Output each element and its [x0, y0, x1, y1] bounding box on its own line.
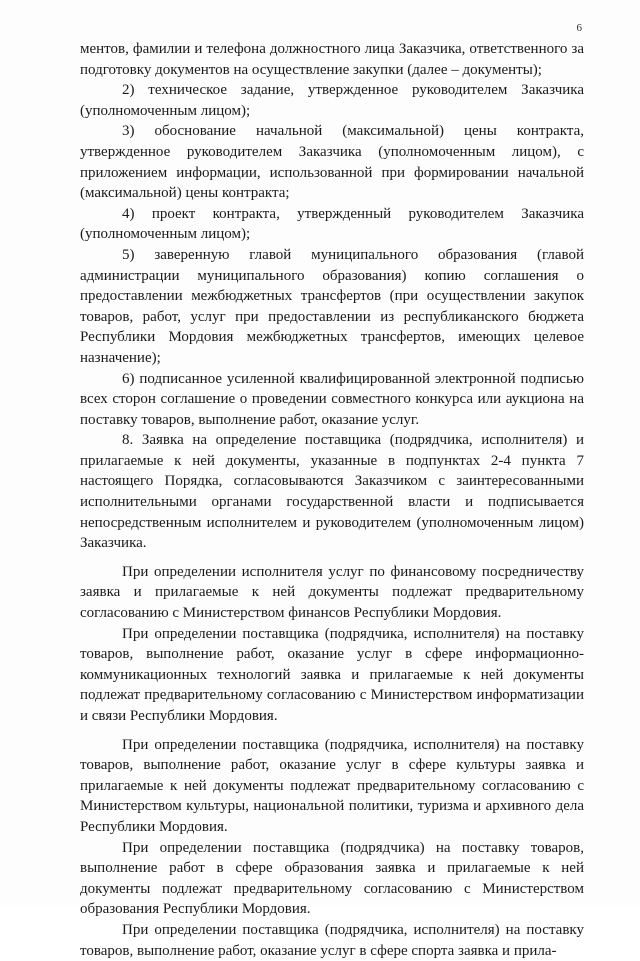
list-item-2: 2) техническое задание, утвержденное руководителем Заказчика (уполномоченным лицом); [80, 82, 584, 119]
document-body [80, 39, 584, 961]
paragraph-ict: При определении поставщика (подрядчика, исполнителя) на поставку товаров, выполнение работ, оказание услуг в сфере информационно-коммуникационных технологий заявка и прилагаемые к ней документы подлежат предварительному согласованию с Министерством информатизации и связи Республики Мордовия. [80, 625, 584, 724]
clause-8: 8. Заявка на определение поставщика (подрядчика, исполнителя) и прилагаемые к ней документы, указанные в подпунктах 2-4 пункта 7 настоящего Порядка, согласовываются Заказчиком с заинтересованными исполнительными органами государственной власти и подписывается непосредственным исполнителем и руководителем (уполномоченным лицом) Заказчика. [80, 432, 584, 552]
list-item-3: 3) обоснование начальной (максимальной) цены контракта, утвержденное руководителем Заказчика (уполномоченным лицом), с приложением информации, использованной при формировании начальной (максимальной) цены контракта; [80, 123, 584, 202]
list-item-4: 4) проект контракта, утвержденный руководителем Заказчика (уполномоченным лицом); [80, 205, 584, 243]
paragraph-culture: При определении поставщика (подрядчика, исполнителя) на поставку товаров, выполнение работ, оказание услуг в сфере культуры заявка и прилагаемые к ней документы подлежат предварительному согласованию с Министерством культуры, национальной политики, туризма и архивного дела Республики Мордовия. [80, 736, 584, 835]
list-item-6: 6) подписанное усиленной квалифицированной электронной подписью всех сторон соглашение о проведении совместного конкурса или аукциона на поставку товаров, выполнение работ, оказание услуг. [80, 370, 584, 428]
paragraph-sport: При определении поставщика (подрядчика, исполнителя) на поставку товаров, выполнение работ, оказание услуг в сфере спорта заявка и прила- [80, 921, 584, 959]
page-number: 6 [576, 22, 582, 34]
list-item-5: 5) заверенную главой муниципального образования (главой администрации муниципального образования) копию соглашения о предоставлении межбюджетных трансфертов (при осуществлении закупок товаров, работ, услуг при предоставлении из республиканского бюджета Республики Мордовия межбюджетных трансфертов, имеющих целевое назначение); [80, 246, 584, 366]
paragraph-continuation: ментов, фамилии и телефона должностного лица Заказчика, ответственного за подготовку документов на осуществление закупки (далее – документы); [80, 41, 584, 78]
paragraph-education: При определении поставщика (подрядчика) на поставку товаров, выполнение работ в сфере образования заявка и прилагаемые к ней документы подлежат предварительному согласованию с Министерством образования Республики Мордовия. [80, 839, 584, 918]
paragraph-finance: При определении исполнителя услуг по финансовому посредничеству заявка и прилагаемые к ней документы подлежат предварительному согласованию с Министерством финансов Республики Мордовия. [80, 563, 584, 622]
